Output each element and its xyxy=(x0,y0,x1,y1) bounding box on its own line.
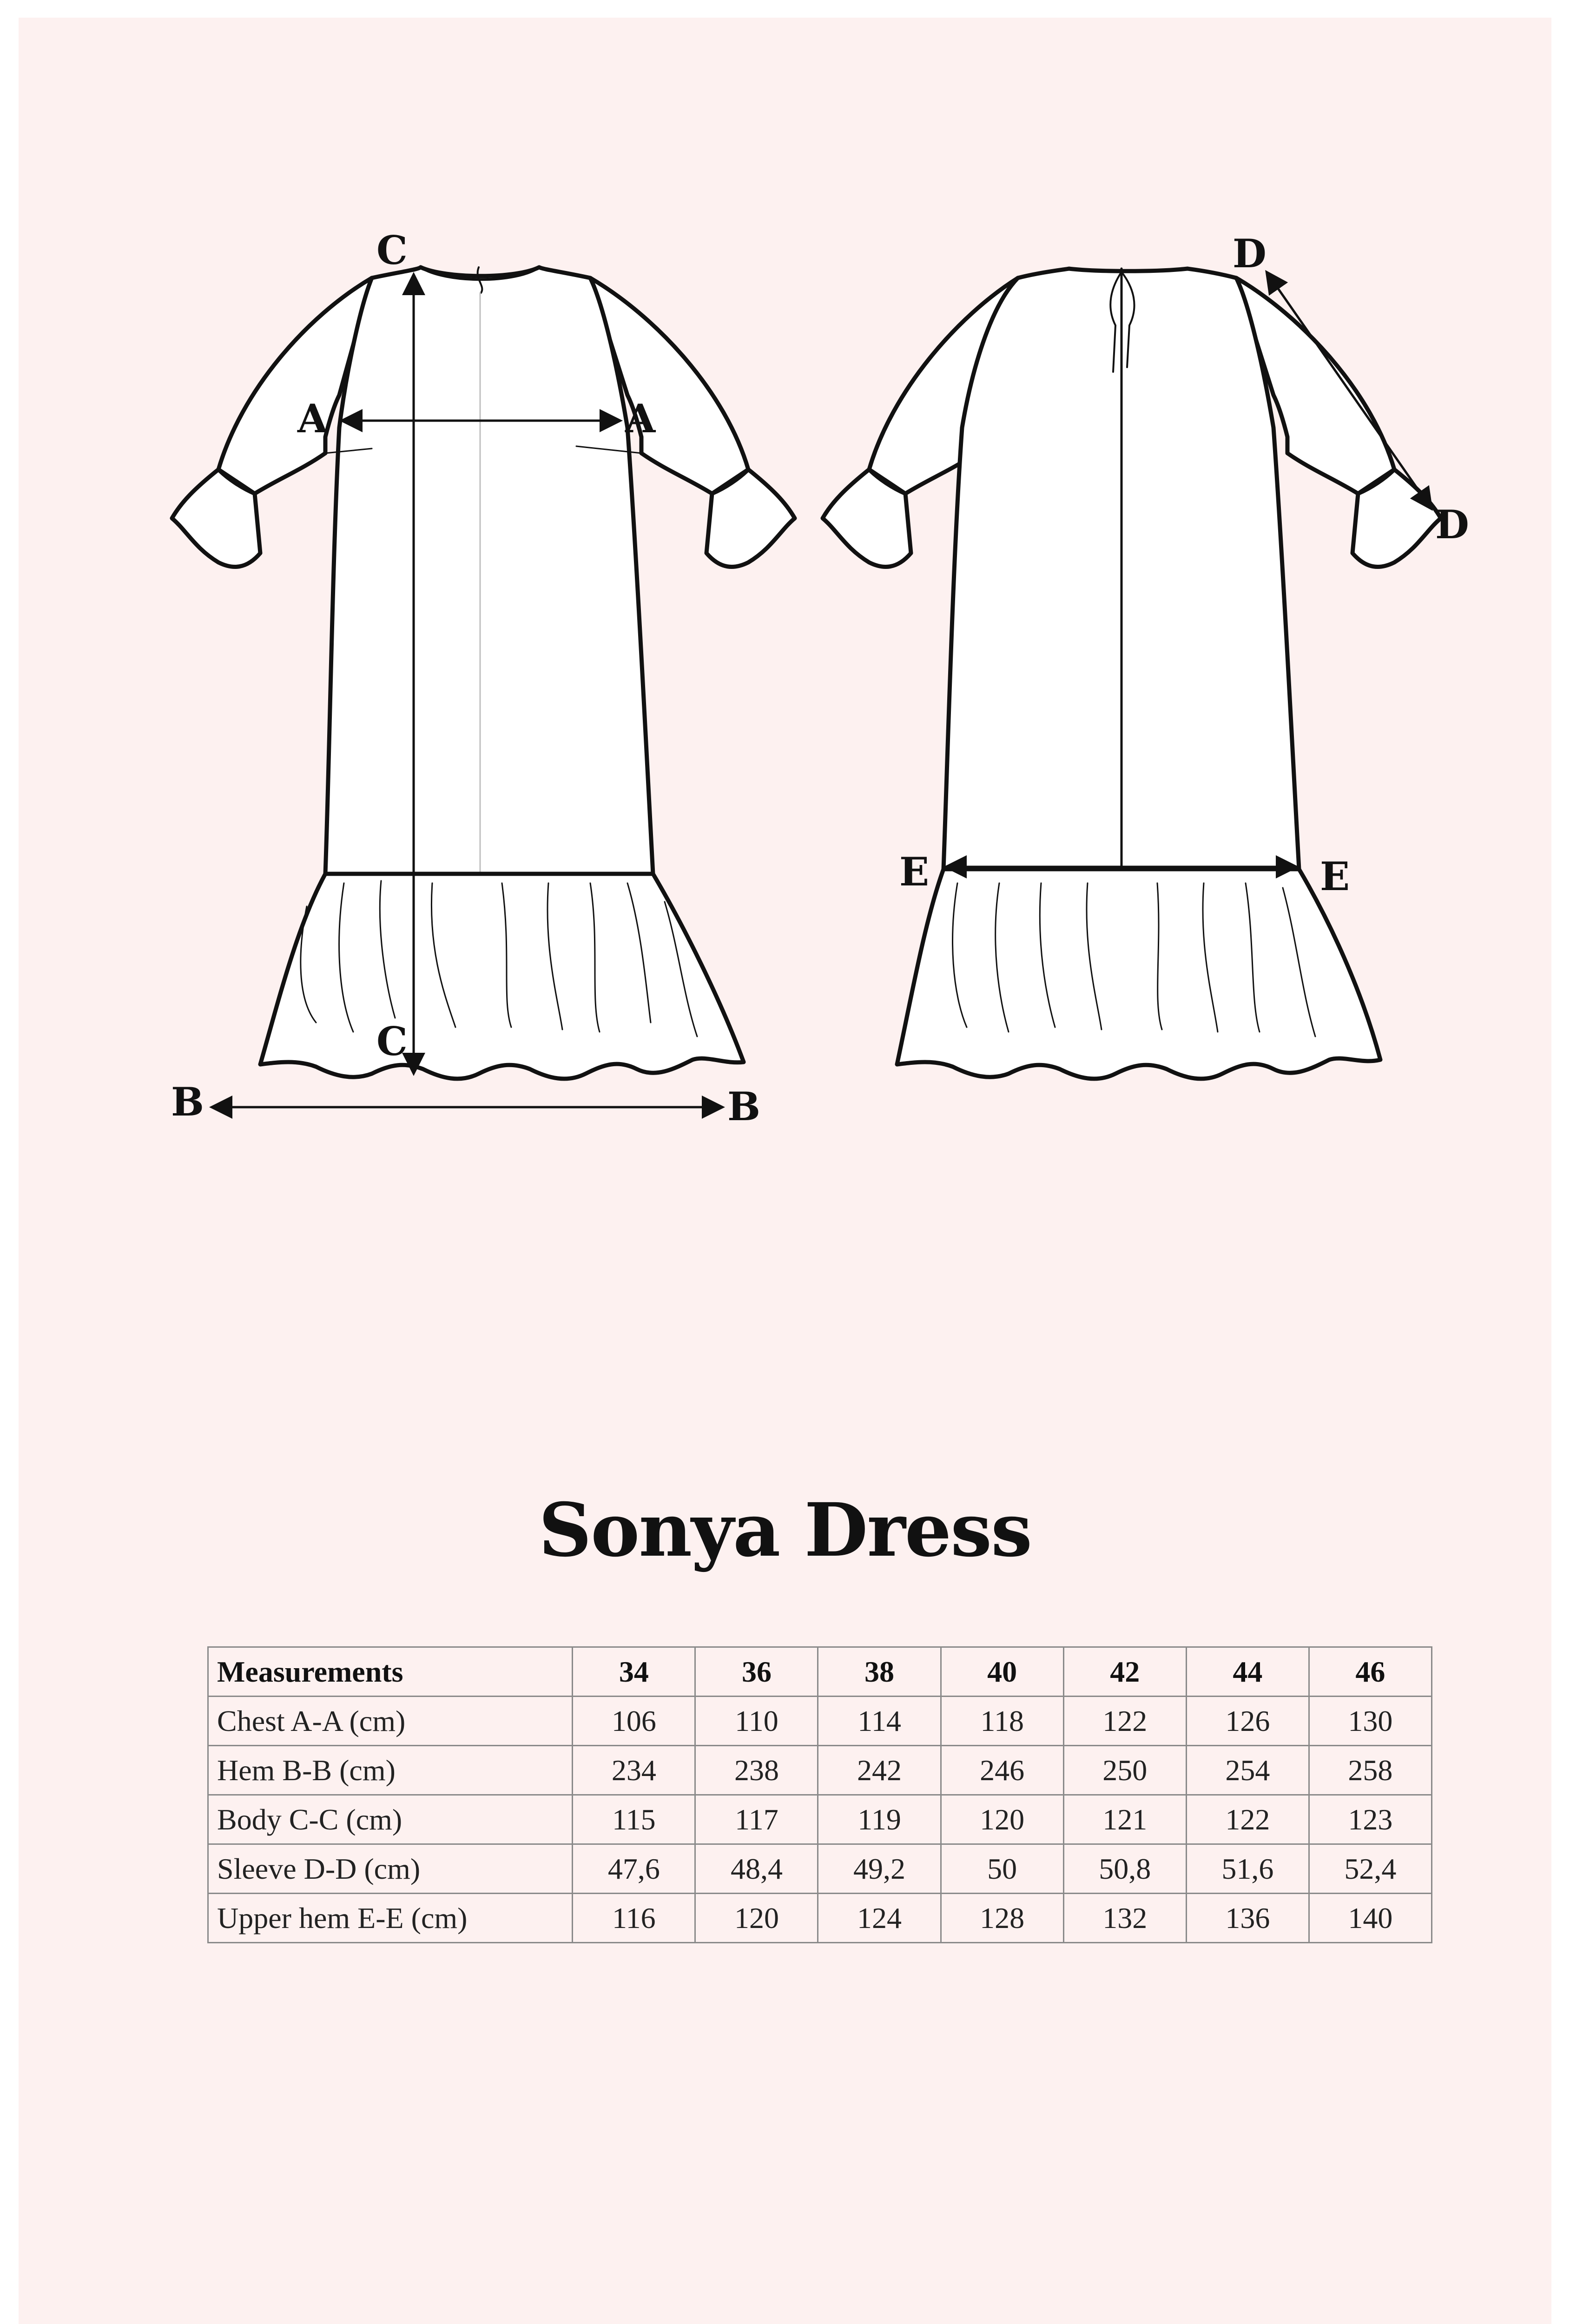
label-d-top: D xyxy=(1233,231,1267,277)
table-cell: 123 xyxy=(1309,1795,1431,1844)
table-cell: 52,4 xyxy=(1309,1844,1431,1894)
table-cell: 122 xyxy=(1186,1795,1309,1844)
table-cell: 140 xyxy=(1309,1894,1431,1943)
label-c-bottom: C xyxy=(376,1018,408,1064)
table-cell: 120 xyxy=(941,1795,1063,1844)
table-row xyxy=(208,1697,1432,1746)
table-cell: 119 xyxy=(818,1795,941,1844)
table-row xyxy=(208,1844,1432,1894)
size-header: 38 xyxy=(818,1647,941,1697)
label-e-left: E xyxy=(899,849,930,895)
size-header: 34 xyxy=(573,1647,695,1697)
size-header: 46 xyxy=(1309,1647,1431,1697)
size-chart-table xyxy=(207,1646,1432,1943)
table-cell: 258 xyxy=(1309,1746,1431,1795)
label-d-bottom: D xyxy=(1435,502,1469,548)
measurements-header: Measurements xyxy=(208,1647,573,1697)
table-row xyxy=(208,1894,1432,1943)
label-a-left: A xyxy=(297,396,328,442)
table-row xyxy=(208,1746,1432,1795)
table-cell: 124 xyxy=(818,1894,941,1943)
row-label: Upper hem E-E (cm) xyxy=(208,1894,573,1943)
table-cell: 254 xyxy=(1186,1746,1309,1795)
table-cell: 246 xyxy=(941,1746,1063,1795)
table-cell: 116 xyxy=(573,1894,695,1943)
table-cell: 128 xyxy=(941,1894,1063,1943)
table-cell: 126 xyxy=(1186,1697,1309,1746)
table-cell: 51,6 xyxy=(1186,1844,1309,1894)
table-cell: 48,4 xyxy=(695,1844,818,1894)
table-cell: 120 xyxy=(695,1894,818,1943)
table-cell: 114 xyxy=(818,1697,941,1746)
table-cell: 130 xyxy=(1309,1697,1431,1746)
front-ruffle xyxy=(260,874,744,1079)
row-label: Sleeve D-D (cm) xyxy=(208,1844,573,1894)
size-header: 36 xyxy=(695,1647,818,1697)
table-cell: 115 xyxy=(573,1795,695,1844)
table-cell: 238 xyxy=(695,1746,818,1795)
table-cell: 110 xyxy=(695,1697,818,1746)
row-label: Body C-C (cm) xyxy=(208,1795,573,1844)
table-cell: 106 xyxy=(573,1697,695,1746)
size-header: 42 xyxy=(1063,1647,1186,1697)
table-cell: 242 xyxy=(818,1746,941,1795)
label-b-right: B xyxy=(727,1083,760,1129)
table-cell: 117 xyxy=(695,1795,818,1844)
label-a-right: A xyxy=(625,396,656,442)
table-cell: 47,6 xyxy=(573,1844,695,1894)
table-cell: 132 xyxy=(1063,1894,1186,1943)
row-label: Hem B-B (cm) xyxy=(208,1746,573,1795)
table-cell: 50 xyxy=(941,1844,1063,1894)
table-header-row xyxy=(208,1647,1432,1697)
table-cell: 122 xyxy=(1063,1697,1186,1746)
table-cell: 118 xyxy=(941,1697,1063,1746)
front-bodice xyxy=(325,267,653,874)
label-c-top: C xyxy=(376,227,408,273)
table-cell: 234 xyxy=(573,1746,695,1795)
size-header: 44 xyxy=(1186,1647,1309,1697)
table-cell: 121 xyxy=(1063,1795,1186,1844)
table-cell: 49,2 xyxy=(818,1844,941,1894)
back-ruffle xyxy=(897,869,1380,1079)
page-title: Sonya Dress xyxy=(538,1487,1032,1573)
table-row xyxy=(208,1795,1432,1844)
table-cell: 50,8 xyxy=(1063,1844,1186,1894)
label-e-right: E xyxy=(1320,853,1350,899)
front-view-drawing xyxy=(172,267,795,1079)
label-b-left: B xyxy=(171,1079,204,1125)
size-header: 40 xyxy=(941,1647,1063,1697)
table-cell: 250 xyxy=(1063,1746,1186,1795)
table-cell: 136 xyxy=(1186,1894,1309,1943)
row-label: Chest A-A (cm) xyxy=(208,1697,573,1746)
